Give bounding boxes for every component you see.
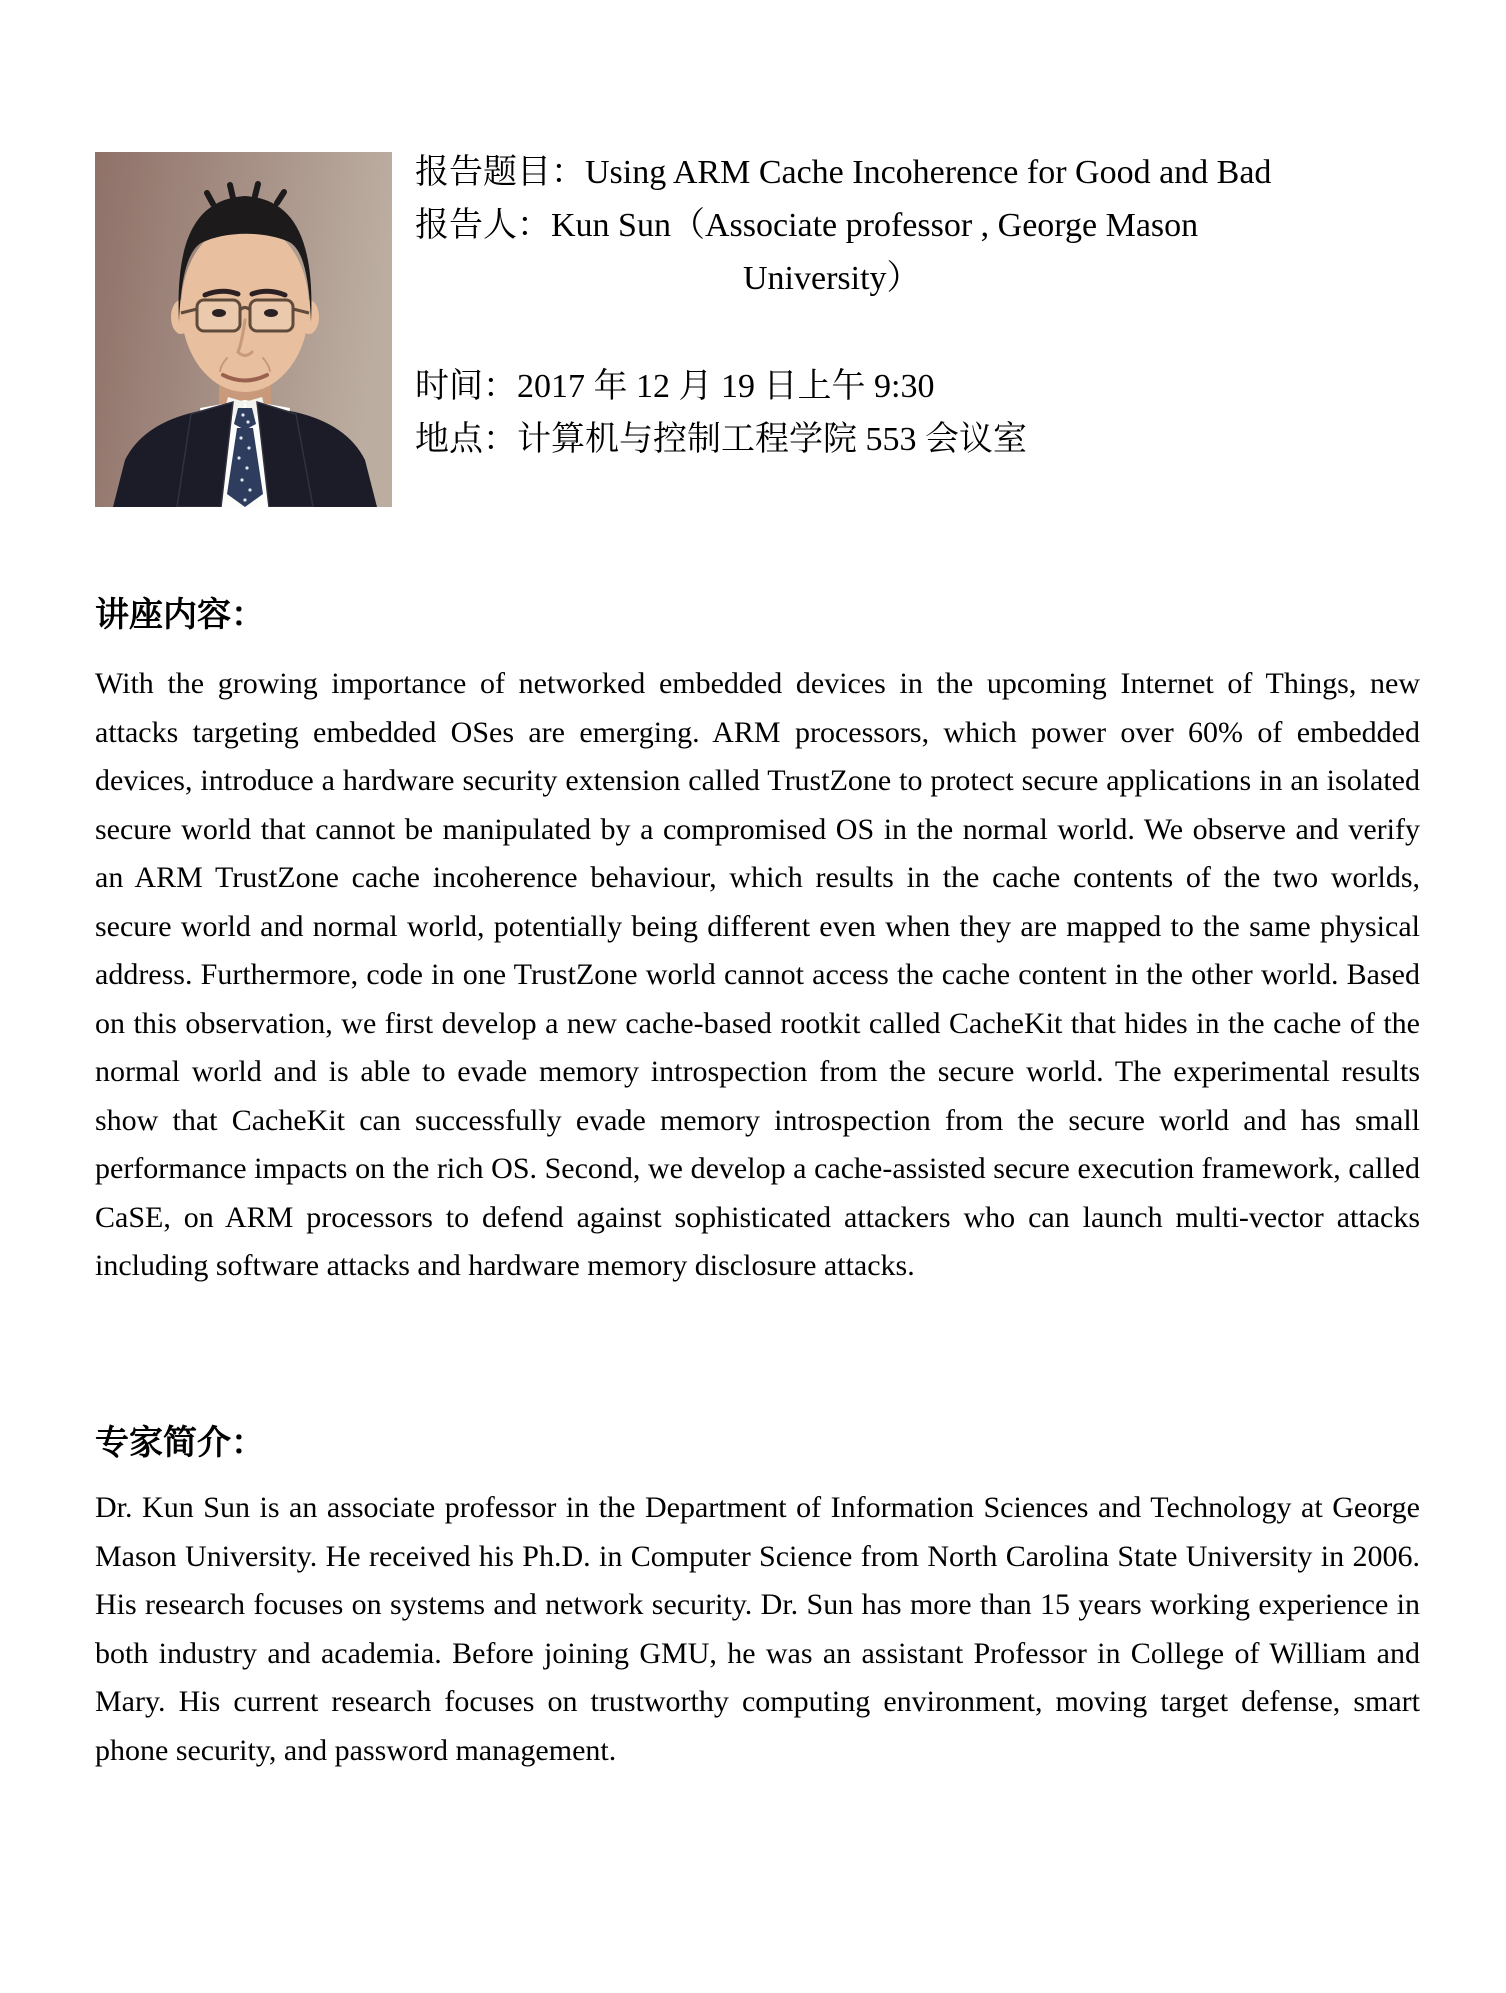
lecture-content-heading: 讲座内容： [95, 597, 265, 634]
location-line: 地点：计算机与控制工程学院 553 会议室 [415, 421, 1027, 458]
speaker-line-continued: University） [743, 260, 921, 297]
expert-bio-paragraph: Dr. Kun Sun is an associate professor in the Department of Information Sciences and Technology at George Mason University. He received his Ph.D. in Computer Science from North Carolina State University in 2006. His research focuses on systems and network security. Dr. Sun has more than 15 years working experience in both industry and academia. Before joining GMU, he was an assistant Professor in College of William and Mary. His current research focuses on trustworthy computing environment, moving target defense, smart phone security, and password management. [95, 1491, 1420, 1767]
expert-bio-heading: 专家简介： [95, 1425, 265, 1462]
portrait-photo-graphic [95, 152, 392, 507]
lecture-abstract-paragraph: With the growing importance of networked embedded devices in the upcoming Internet of Things, new attacks targeting embedded OSes are emerging. ARM processors, which power over 60% of embedded devices, introduce a hardware security extension called TrustZone to protect secure applications in an isolated secure world that cannot be manipulated by a compromised OS in the normal world. We observe and verify an ARM TrustZone cache incoherence behaviour, which results in the cache contents of the two worlds, secure world and normal world, potentially being different even when they are mapped to the same physical address. Furthermore, code in one TrustZone world cannot access the cache content in the other world. Based on this observation, we first develop a new cache-based rootkit called CacheKit that hides in the cache of the normal world and is able to evade memory introspection from the secure world. The experimental results show that CacheKit can successfully evade memory introspection from the secure world and has small performance impacts on the rich OS. Second, we develop a cache-assisted secure execution framework, called CaSE, on ARM processors to defend against sophisticated attackers who can launch multi-vector attacks including software attacks and hardware memory disclosure attacks. [95, 667, 1420, 1282]
seminar-header [415, 146, 1415, 466]
header-spacer [415, 305, 1415, 360]
report-title-line: 报告题目：Using ARM Cache Incoherence for Good and Bad [415, 154, 1272, 191]
speaker-photo [95, 152, 392, 507]
time-line: 时间：2017 年 12 月 19 日上午 9:30 [415, 368, 935, 405]
speaker-line: 报告人：Kun Sun（Associate professor , George Mason [415, 207, 1199, 244]
